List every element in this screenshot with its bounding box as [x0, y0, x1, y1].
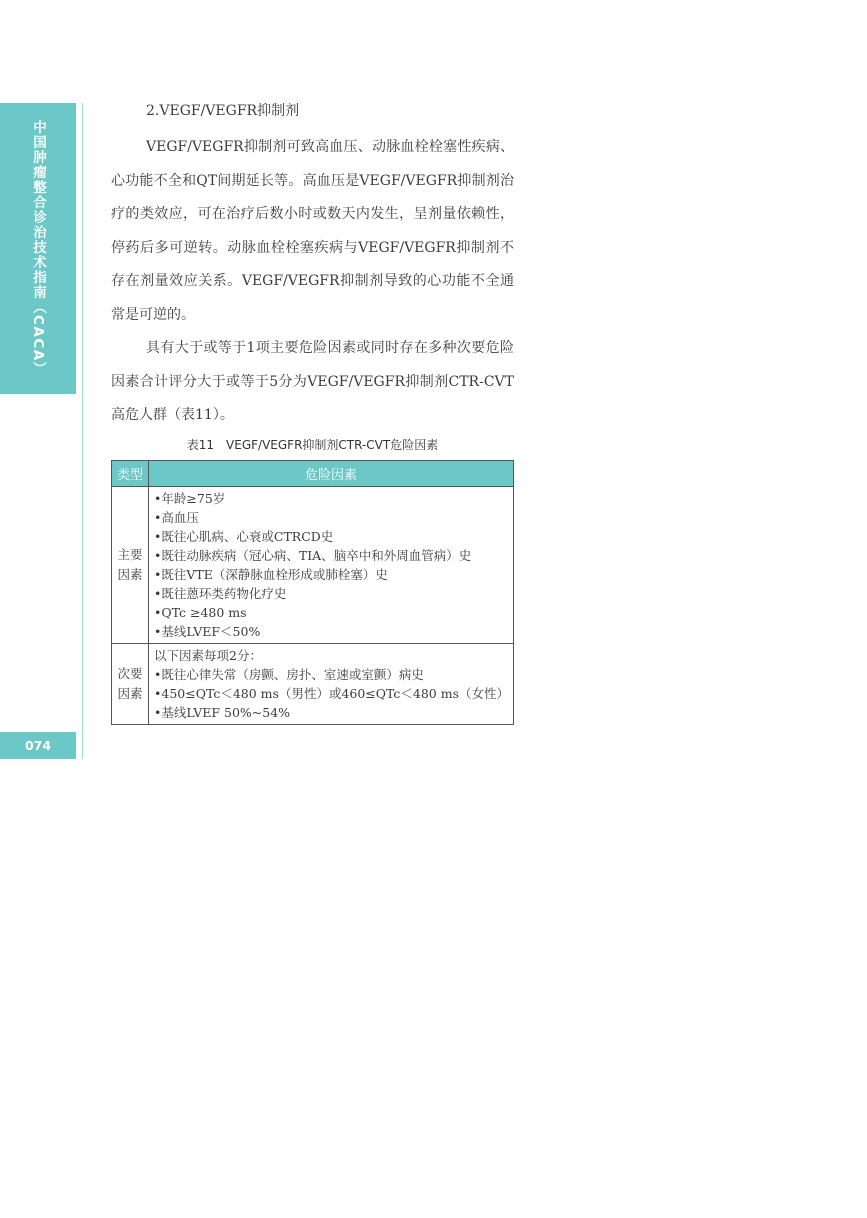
- table-row-major: [112, 487, 514, 644]
- factor-item: •高血压: [154, 510, 199, 525]
- factor-list-major: [149, 487, 514, 644]
- factor-item: •年龄≥75岁: [154, 491, 226, 506]
- factor-item: •基线LVEF＜50%: [154, 624, 261, 639]
- paragraph: 具有大于或等于1项主要危险因素或同时存在多种次要危险因素合计评分大于或等于5分为VEGF/VEGFR抑制剂CTR-CVT高危人群（表11）。: [111, 340, 514, 423]
- header-type: 类型: [112, 461, 149, 487]
- table-row-minor: [112, 644, 514, 725]
- table-caption: 表11 VEGF/VEGFR抑制剂CTR-CVT危险因素: [186, 438, 439, 452]
- risk-factor-table: [111, 460, 514, 725]
- factor-item: •既往VTE（深静脉血栓形成或肺栓塞）史: [154, 567, 388, 582]
- section-body: [111, 97, 514, 433]
- type-label: 因素: [117, 686, 143, 701]
- factor-item: •既往蒽环类药物化疗史: [154, 586, 287, 601]
- row-type-major: [112, 487, 149, 644]
- type-label: 因素: [117, 567, 143, 582]
- factor-item: •基线LVEF 50%~54%: [154, 705, 291, 720]
- factor-item: •450≤QTc＜480 ms（男性）或460≤QTc＜480 ms（女性）: [154, 686, 509, 701]
- factor-item: •既往动脉疾病（冠心病、TIA、脑卒中和外周血管病）史: [154, 548, 472, 563]
- factor-item: •既往心律失常（房颤、房扑、室速或室颤）病史: [154, 667, 424, 682]
- factor-item: •既往心肌病、心衰或CTRCD史: [154, 529, 334, 544]
- factor-item: 以下因素每项2分：: [154, 648, 262, 663]
- factor-list-minor: [149, 644, 514, 725]
- table-header-row: [112, 461, 514, 487]
- sidebar-title: 中国肿瘤整合诊治技术指南（CACA）: [30, 120, 46, 377]
- type-label: 主要: [117, 547, 143, 562]
- margin-rule: [82, 103, 83, 759]
- sidebar-tab: [0, 103, 76, 394]
- page-number: 074: [0, 732, 76, 759]
- type-label: 次要: [117, 666, 143, 681]
- row-type-minor: [112, 644, 149, 725]
- factor-item: •QTc ≥480 ms: [154, 605, 247, 620]
- section-heading: 2.VEGF/VEGFR抑制剂: [146, 103, 300, 119]
- paragraph: VEGF/VEGFR抑制剂可致高血压、动脉血栓栓塞性疾病、心功能不全和QT间期延长等。高血压是VEGF/VEGFR抑制剂治疗的类效应，可在治疗后数小时或数天内发生，呈剂量依赖性，停药后多可逆转。动脉血栓栓塞疾病与VEGF/VEGFR抑制剂不存在剂量效应关系。VEGF/VEGFR抑制剂导致的心功能不全通常是可逆的。: [111, 139, 514, 323]
- header-factors: 危险因素: [149, 461, 514, 487]
